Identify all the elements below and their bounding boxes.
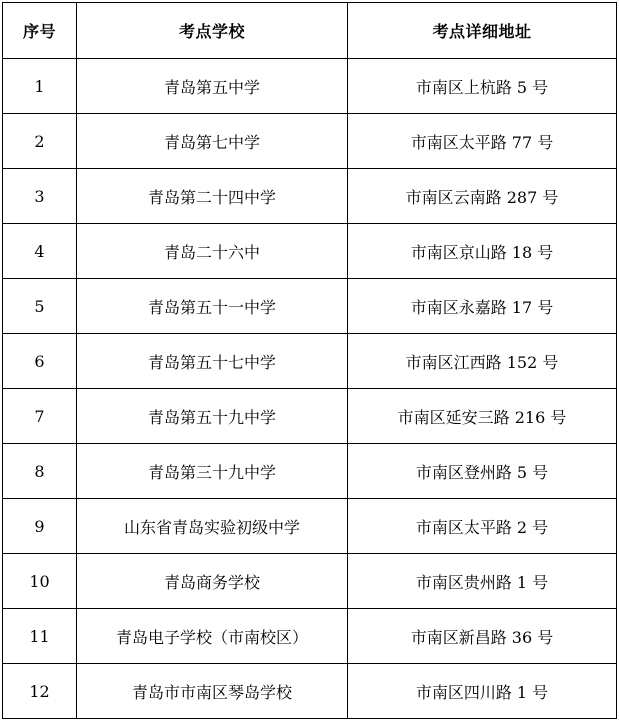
table-row bbox=[3, 664, 617, 719]
row-school: 青岛市市南区琴岛学校 bbox=[77, 664, 348, 719]
table-row bbox=[3, 389, 617, 444]
table-row bbox=[3, 224, 617, 279]
table-row bbox=[3, 334, 617, 389]
row-school: 山东省青岛实验初级中学 bbox=[77, 499, 348, 554]
table-row bbox=[3, 554, 617, 609]
table-row bbox=[3, 499, 617, 554]
row-number: 6 bbox=[3, 334, 77, 389]
header-number: 序号 bbox=[3, 3, 77, 59]
row-address: 市南区新昌路 36 号 bbox=[348, 609, 617, 664]
row-school: 青岛第二十四中学 bbox=[77, 169, 348, 224]
row-school: 青岛商务学校 bbox=[77, 554, 348, 609]
exam-sites-table bbox=[2, 2, 617, 719]
row-school: 青岛电子学校（市南校区） bbox=[77, 609, 348, 664]
header-school: 考点学校 bbox=[77, 3, 348, 59]
row-number: 1 bbox=[3, 59, 77, 114]
row-school: 青岛二十六中 bbox=[77, 224, 348, 279]
row-school: 青岛第三十九中学 bbox=[77, 444, 348, 499]
table-row bbox=[3, 169, 617, 224]
row-address: 市南区登州路 5 号 bbox=[348, 444, 617, 499]
row-address: 市南区云南路 287 号 bbox=[348, 169, 617, 224]
row-number: 9 bbox=[3, 499, 77, 554]
row-address: 市南区延安三路 216 号 bbox=[348, 389, 617, 444]
row-number: 3 bbox=[3, 169, 77, 224]
table-row bbox=[3, 279, 617, 334]
row-number: 8 bbox=[3, 444, 77, 499]
row-address: 市南区太平路 77 号 bbox=[348, 114, 617, 169]
row-school: 青岛第五中学 bbox=[77, 59, 348, 114]
row-school: 青岛第五十七中学 bbox=[77, 334, 348, 389]
header-address: 考点详细地址 bbox=[348, 3, 617, 59]
row-address: 市南区江西路 152 号 bbox=[348, 334, 617, 389]
row-number: 4 bbox=[3, 224, 77, 279]
row-address: 市南区上杭路 5 号 bbox=[348, 59, 617, 114]
row-number: 7 bbox=[3, 389, 77, 444]
row-school: 青岛第五十九中学 bbox=[77, 389, 348, 444]
row-number: 11 bbox=[3, 609, 77, 664]
row-school: 青岛第七中学 bbox=[77, 114, 348, 169]
row-address: 市南区京山路 18 号 bbox=[348, 224, 617, 279]
table-row bbox=[3, 114, 617, 169]
row-address: 市南区四川路 1 号 bbox=[348, 664, 617, 719]
row-number: 10 bbox=[3, 554, 77, 609]
row-address: 市南区永嘉路 17 号 bbox=[348, 279, 617, 334]
row-number: 5 bbox=[3, 279, 77, 334]
table-row bbox=[3, 609, 617, 664]
row-number: 2 bbox=[3, 114, 77, 169]
row-address: 市南区贵州路 1 号 bbox=[348, 554, 617, 609]
row-number: 12 bbox=[3, 664, 77, 719]
row-school: 青岛第五十一中学 bbox=[77, 279, 348, 334]
table-row bbox=[3, 444, 617, 499]
table-header-row bbox=[3, 3, 617, 59]
table-row bbox=[3, 59, 617, 114]
row-address: 市南区太平路 2 号 bbox=[348, 499, 617, 554]
